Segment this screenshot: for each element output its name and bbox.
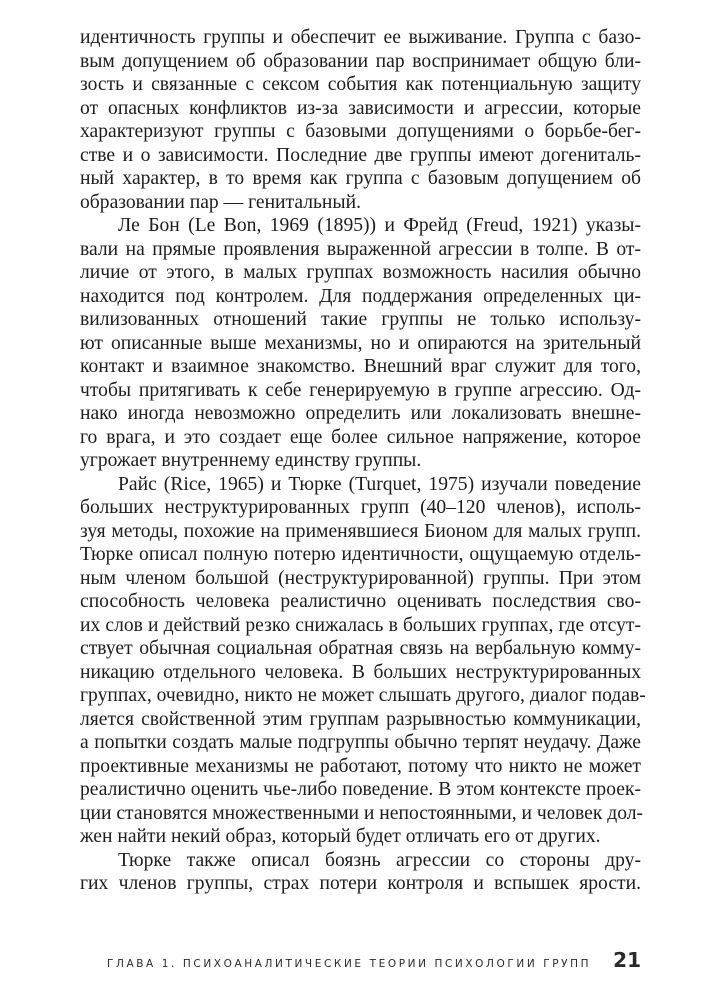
text-line: жен найти некий образ, который будет отличать его от других.	[80, 826, 601, 847]
text-line: а попытки создать малые подгруппы обычно терпят неудачу. Даже	[80, 732, 641, 753]
text-line: вилизованных отношений такие группы не только использу-	[80, 309, 641, 330]
paragraph-2	[80, 214, 641, 473]
text-line: гих членов группы, страх потери контроля и вспышек ярости.	[80, 873, 641, 894]
text-line: образовании пар — генитальный.	[80, 191, 361, 213]
text-line: больших неструктурированных групп (40–120 членов), исполь-	[80, 497, 641, 518]
text-line: чтобы притягивать к себе генерируемую в группе агрессию. Од-	[80, 379, 641, 401]
running-head: ГЛАВА 1. ПСИХОАНАЛИТИЧЕСКИЕ ТЕОРИИ ПСИХОЛОГИИ ГРУПП	[106, 958, 592, 970]
text-line: Райс (Rice, 1965) и Тюрке (Turquet, 1975) изучали поведение	[118, 473, 641, 495]
page-number: 21	[613, 948, 641, 972]
text-line: ствует обычная социальная обратная связь на вербальную комму-	[80, 638, 641, 659]
text-line: ции становятся множественными и непостоянными, и человек дол-	[80, 802, 644, 824]
text-line: никацию отдельного человека. В больших неструктурированных	[80, 661, 641, 683]
text-line: идентичность группы и обеспечит ее выживание. Группа с базо-	[80, 27, 641, 48]
text-line: проективные механизмы не работают, потому что никто не может	[80, 755, 641, 777]
text-line: угрожает внутреннему единству группы.	[80, 450, 422, 471]
text-line: Ле Бон (Le Bon, 1969 (1895)) и Фрейд (Freud, 1921) указы-	[118, 215, 641, 236]
paragraph-3	[80, 473, 646, 849]
text-line: от опасных конфликтов из-за зависимости и агрессии, которые	[80, 97, 641, 119]
text-line: находится под контролем. Для поддержания определенных ци-	[80, 285, 641, 307]
text-line: го врага, и это создает еще более сильное напряжение, которое	[80, 426, 641, 448]
text-line: группах, очевидно, никто не может слышать другого, диалог подав-	[80, 685, 646, 706]
text-line: способность человека реалистично оценивать последствия сво-	[80, 591, 641, 612]
page-footer	[80, 948, 641, 978]
text-line: стве и о зависимости. Последние две группы имеют догениталь-	[80, 144, 641, 166]
text-line: зуя методы, похожие на применявшиеся Бионом для малых групп.	[80, 520, 641, 542]
text-line: Тюрке также описал боязнь агрессии со стороны дру-	[118, 849, 641, 871]
text-line: Тюрке описал полную потерю идентичности, ощущаемую отдель-	[80, 544, 641, 565]
text-line: их слов и действий резко снижалась в больших группах, где отсут-	[80, 614, 641, 636]
paragraph-1	[80, 26, 641, 214]
text-line: реалистично оценить чье-либо поведение. В этом контексте проек-	[80, 779, 641, 800]
text-line: характеризуют группы с базовыми допущениями о борьбе-бег-	[80, 121, 641, 142]
text-line: ный характер, в то время как группа с базовым допущением об	[80, 168, 641, 189]
text-line: личие от этого, в малых группах возможность насилия обычно	[80, 262, 641, 283]
text-line: вым допущением об образовании пар воспринимает общую бли-	[80, 50, 641, 72]
paragraph-4	[80, 849, 641, 896]
text-line: ным членом большой (неструктурированной) группы. При этом	[80, 567, 641, 589]
text-line: зость и связанные с сексом события как потенциальную защиту	[80, 74, 641, 95]
page-body	[80, 26, 646, 896]
text-line: ляется свойственной этим группам разрывностью коммуникации,	[80, 708, 641, 730]
text-line: ют описанные выше механизмы, но и опираются на зрительный	[80, 332, 641, 354]
text-line: контакт и взаимное знакомство. Внешний враг служит для того,	[80, 356, 641, 377]
text-line: вали на прямые проявления выраженной агрессии в толпе. В от-	[80, 238, 641, 260]
text-line: нако иногда невозможно определить или локализовать внешне-	[80, 403, 641, 424]
